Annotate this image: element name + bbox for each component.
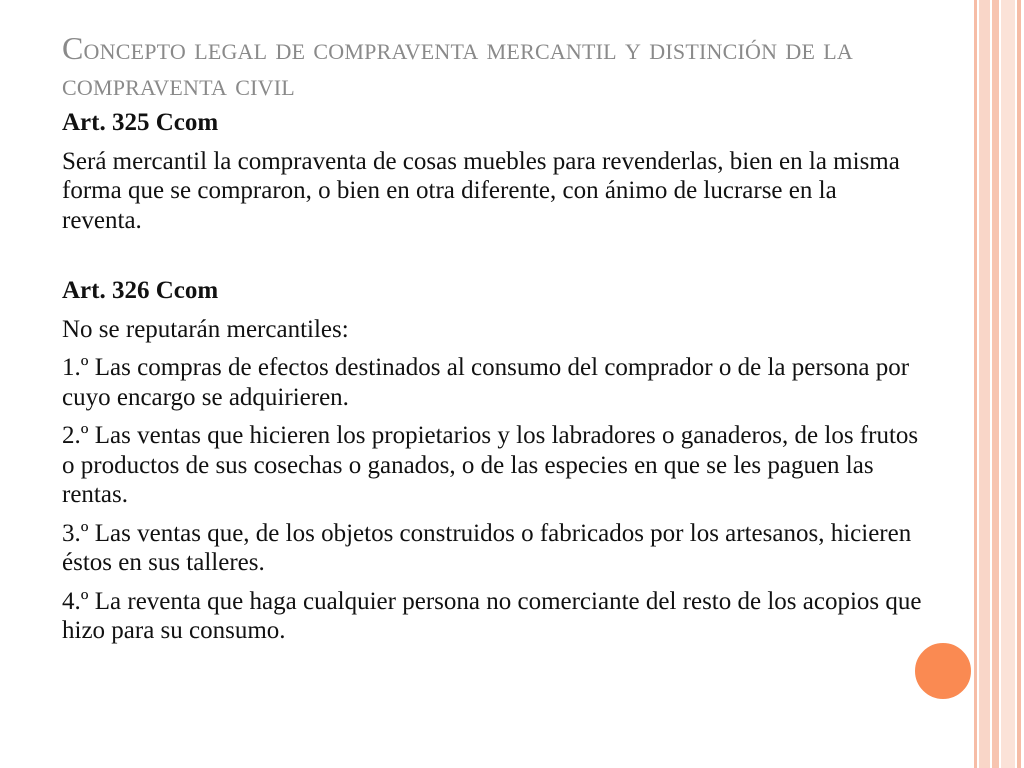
article-326-intro: No se reputarán mercantiles: xyxy=(62,315,349,343)
article-325-heading: Art. 325 Ccom xyxy=(62,109,219,136)
list-item: 3.º Las ventas que, de los objetos construidos o fabricados por los artesanos, hicieren éstos en sus talleres. xyxy=(62,519,912,576)
slide-body xyxy=(62,108,922,655)
slide-title: Concepto legal de compraventa mercantil y distinción de la compraventa civil xyxy=(62,30,854,102)
decorative-stripes xyxy=(974,0,1024,768)
stripe xyxy=(1001,0,1015,768)
article-325-text: Será mercantil la compraventa de cosas muebles para revenderlas, bien en la misma forma que se compraron, o bien en otra diferente, con ánimo de lucrarse en la reventa. xyxy=(62,147,900,234)
stripe xyxy=(1017,0,1021,768)
stripe xyxy=(974,0,977,768)
list-item: 1.º Las compras de efectos destinados al consumo del comprador o de la persona por cuyo encargo se adquirieren. xyxy=(62,354,910,411)
list-item: 4.º La reventa que haga cualquier persona no comerciante del resto de los acopios que hizo para su consumo. xyxy=(62,587,922,644)
article-326-heading: Art. 326 Ccom xyxy=(62,277,219,304)
list-item: 2.º Las ventas que hicieren los propietarios y los labradores o ganaderos, de los frutos o productos de sus cosechas o ganados, o de las especies en que se les paguen las rentas. xyxy=(62,422,919,508)
spacer xyxy=(62,244,922,276)
stripe xyxy=(979,0,990,768)
stripe xyxy=(992,0,999,768)
